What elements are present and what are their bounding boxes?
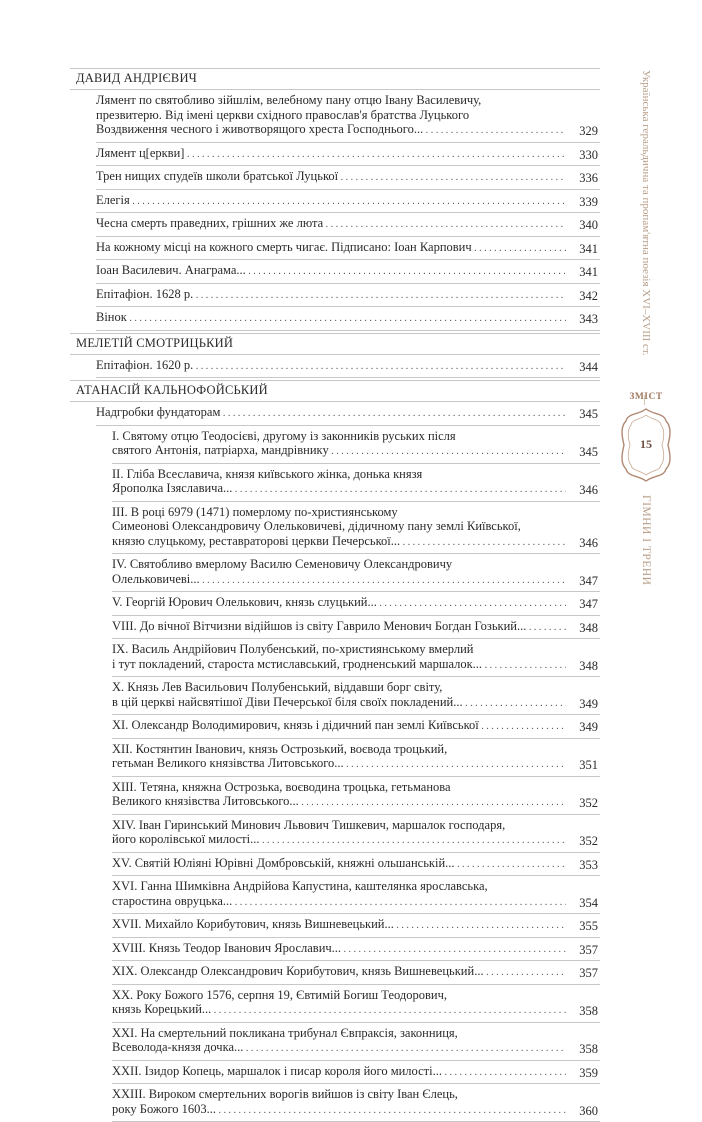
entry-page-number: 352 [579, 796, 598, 810]
toc-entry[interactable] [112, 777, 600, 815]
entry-page-number: 349 [579, 696, 598, 711]
entry-title-last-line [96, 287, 566, 304]
entry-title-last-line [96, 169, 566, 186]
entry-page-number: 345 [579, 407, 598, 421]
entry-title-text: Іоан Василевич. Анаграма... [96, 263, 246, 277]
running-title [630, 70, 660, 390]
author-heading: ДАВИД АНДРІЄВИЧ [70, 68, 600, 90]
section-running-title [630, 495, 660, 695]
entry-title-text: року Божого 1603... [112, 1101, 217, 1116]
entry-title-text: Надгробки фундаторам [96, 405, 221, 419]
entry-title-line: III. В році 6979 (1471) померлому по-християнському [112, 504, 398, 519]
entry-page-number: 342 [579, 288, 598, 303]
entry-title-line: Лямент по святобливо зійшлім, велебному пану отцю Івану Василевичу, [96, 93, 482, 107]
toc-entry[interactable] [96, 166, 600, 190]
entry-page-number: 348 [579, 620, 598, 635]
toc-entry[interactable] [96, 190, 600, 214]
toc-entry[interactable] [96, 284, 600, 308]
toc-entry[interactable] [96, 355, 600, 379]
entry-page-number: 345 [579, 445, 598, 459]
entry-title-text: Воздвиження чесного і животворящого хреста Господнього... [96, 122, 424, 136]
entry-title-line: I. Святому отцю Теодосієві, другому із законників руських після [112, 428, 456, 443]
entry-page-number: 346 [579, 535, 598, 550]
entry-title-text: XXII. Ізидор Копець, маршалок і писар короля його милості... [112, 1063, 442, 1078]
entry-title-last-line [96, 310, 566, 327]
entry-page-number: 341 [579, 265, 598, 279]
entry-title-text: Великого князівства Литовського... [112, 794, 299, 808]
entry-title-last-line [112, 1040, 566, 1057]
entry-title-text: Олельковичеві... [112, 571, 200, 586]
entry-title-line: XIV. Іван Гиринський Минович Львович Тишкевич, маршалок господаря, [112, 817, 506, 832]
entry-title-text: його королівської милості... [112, 832, 260, 846]
entry-title-last-line [112, 443, 566, 460]
entry-title-last-line [112, 964, 566, 981]
entry-title-text: в цій церкві найсвятішої Діви Печерської біля своїх покладений... [112, 694, 463, 709]
toc-entry[interactable] [112, 592, 600, 616]
entry-title-text: XV. Святій Юліяні Юрівні Домбровській, княжні ольшанській... [112, 855, 455, 870]
entry-page-number: 347 [579, 597, 598, 611]
entry-page-number: 336 [579, 171, 598, 185]
entry-title-last-line [96, 405, 566, 422]
entry-page-number: 343 [579, 312, 598, 326]
entry-title-text: святого Антонія, патріарха, мандрівнику [112, 443, 329, 457]
entry-title-last-line [112, 794, 566, 811]
entry-title-text: гетьман Великого князівства Литовського... [112, 756, 344, 770]
entry-title-line: Симеонові Олександровичу Олельковичеві, дідичному пану землі Київської, [112, 519, 521, 533]
toc-entry[interactable] [112, 985, 600, 1023]
entry-page-number: 339 [579, 194, 598, 209]
running-title-text: Українська геральдична та пропам'ятна поезія XVI–XVIII ст. [640, 70, 652, 356]
entry-title-text: Всеволода-князя дочка... [112, 1040, 244, 1054]
toc-entry[interactable] [96, 90, 600, 143]
toc-entry[interactable] [112, 677, 600, 715]
entry-title-line: IV. Святобливо вмерлому Василю Семеновичу Олександровичу [112, 557, 453, 571]
toc-entry[interactable] [112, 502, 600, 555]
toc-entry[interactable] [96, 307, 600, 331]
entry-page-number: 344 [579, 359, 598, 374]
entry-page-number: 358 [579, 1004, 598, 1018]
toc-entry[interactable] [112, 938, 600, 962]
entry-page-number: 348 [579, 658, 598, 673]
entry-title-last-line [112, 1102, 566, 1119]
entry-title-last-line [96, 240, 566, 257]
entry-title-last-line [112, 917, 566, 934]
toc-entry[interactable] [112, 961, 600, 985]
entry-title-last-line [112, 534, 566, 551]
entry-title-last-line [112, 695, 566, 712]
entry-page-number: 329 [579, 124, 598, 138]
entry-page-number: 360 [579, 1103, 598, 1118]
entry-title-text: VIII. До вічної Вітчизни відійшов із світу Гаврило Менович Богдан Гозький... [112, 618, 527, 633]
entry-title-last-line [112, 941, 566, 958]
entry-page-number: 355 [579, 919, 598, 933]
toc-entry[interactable] [96, 402, 600, 426]
entry-title-text: Чесна смерть праведних, грішних же люта [96, 216, 324, 230]
entry-title-last-line [96, 263, 566, 280]
entry-title-text: Ярополка Ізяславича... [112, 481, 233, 495]
entry-page-number: 354 [579, 895, 598, 910]
entry-page-number: 357 [579, 966, 598, 980]
entry-page-number: 351 [579, 758, 598, 772]
entry-title-line: XVI. Ганна Шимківна Андрійова Капустина, каштелянка ярославська, [112, 879, 488, 893]
toc-entry[interactable] [112, 914, 600, 938]
entry-title-line: XIII. Тетяна, княжна Острозька, воєводина троцька, гетьманова [112, 779, 451, 794]
entry-title-last-line [112, 756, 566, 773]
page-number: 15 [640, 437, 652, 451]
toc-entry[interactable] [112, 554, 600, 592]
toc-entry[interactable] [112, 1061, 600, 1085]
entry-title-line: IX. Василь Андрійович Полубенський, по-християнському вмерлий [112, 642, 474, 656]
toc-entry[interactable] [112, 426, 600, 464]
entry-page-number: 359 [579, 1065, 598, 1080]
entry-title-text: V. Георгій Юрович Олелькович, князь слуцький... [112, 595, 377, 609]
entry-title-line: XII. Костянтин Іванович, князь Острозький, воєвода троцький, [112, 741, 448, 756]
entry-title-line: XXIII. Вироком смертельних ворогів вийшов із світу Іван Єлець, [112, 1087, 458, 1101]
toc-entry[interactable] [96, 213, 600, 237]
toc-entry[interactable] [96, 143, 600, 167]
entry-page-number: 357 [579, 942, 598, 957]
entry-page-number: 341 [579, 241, 598, 256]
entry-title-last-line [96, 358, 566, 375]
entry-page-number: 353 [579, 857, 598, 872]
entry-title-text: XI. Олександр Володимирович, князь і дідичний пан землі Київської [112, 718, 479, 732]
entry-title-text: старостина овруцька... [112, 893, 233, 908]
entry-title-last-line [112, 718, 566, 735]
entry-title-last-line [112, 1002, 566, 1019]
entry-title-text: На кожному місці на кожного смерть чигає. Підписано: Іоан Карпович [96, 239, 472, 254]
entry-page-number: 358 [579, 1042, 598, 1056]
table-of-contents [70, 66, 600, 1122]
toc-entry[interactable] [112, 1023, 600, 1061]
entry-title-last-line [112, 619, 566, 636]
toc-entry[interactable] [112, 739, 600, 777]
entry-title-last-line [96, 193, 566, 210]
entry-title-text: князь Корецький... [112, 1002, 212, 1016]
toc-entry[interactable] [112, 876, 600, 914]
entry-title-text: XVIII. Князь Теодор Іванович Ярославич... [112, 940, 342, 955]
entry-title-last-line [112, 595, 566, 612]
entry-title-line: презвитерю. Від імені церкви східного православ'я братства Луцького [96, 107, 470, 122]
toc-entry[interactable] [112, 815, 600, 853]
entry-title-text: XVII. Михайло Корибутович, князь Вишневецький... [112, 917, 394, 931]
entry-title-last-line [112, 657, 566, 674]
entry-page-number: 346 [579, 483, 598, 497]
toc-entry[interactable] [112, 616, 600, 640]
entry-title-last-line [112, 572, 566, 589]
entry-title-last-line [112, 481, 566, 498]
entry-title-last-line [96, 122, 566, 139]
entry-title-last-line [96, 146, 566, 163]
entry-page-number: 330 [579, 147, 598, 162]
entry-title-text: Епітафіон. 1628 р. [96, 286, 194, 301]
author-heading: АТАНАСІЙ КАЛЬНОФОЙСЬКИЙ [70, 380, 600, 402]
entry-title-text: Трен нищих спудеїв школи братської Луцької [96, 169, 339, 183]
toc-entry[interactable] [112, 715, 600, 739]
entry-title-text: князю слуцькому, реставраторові церкви Печерської... [112, 533, 401, 548]
entry-title-line: II. Гліба Всеславича, князя київського жінка, донька князя [112, 466, 423, 481]
entry-title-text: XIX. Олександр Олександрович Корибутович, князь Вишневецький... [112, 964, 484, 978]
entry-title-text: Епітафіон. 1620 р. [96, 357, 194, 372]
entry-title-last-line [112, 1064, 566, 1081]
entry-title-text: і тут покладений, староста мстиславський, гродненський маршалок... [112, 656, 483, 671]
entry-title-text: Вінок [96, 310, 127, 324]
entry-page-number: 340 [579, 218, 598, 232]
entry-title-line: XXI. На смертельний покликана трибунал Євпраксія, законниця, [112, 1025, 458, 1040]
toc-entry[interactable] [96, 237, 600, 261]
entry-title-text: Лямент ц[еркви] [96, 145, 185, 160]
entry-title-line: X. Князь Лев Васильович Полубенський, віддавши борг світу, [112, 680, 443, 694]
author-heading: МЕЛЕТІЙ СМОТРИЦЬКИЙ [70, 333, 600, 355]
entry-page-number: 347 [579, 573, 598, 588]
entry-title-last-line [112, 856, 566, 873]
entry-title-line: XX. Року Божого 1576, серпня 19, Євтимій Богиш Теодорович, [112, 987, 447, 1002]
entry-page-number: 349 [579, 720, 598, 734]
toc-entry[interactable] [112, 853, 600, 877]
entry-title-last-line [112, 894, 566, 911]
toc-entry[interactable] [112, 464, 600, 502]
section-label: ЗМІСТ [629, 392, 663, 402]
entry-page-number: 352 [579, 834, 598, 848]
toc-entry[interactable] [96, 260, 600, 284]
entry-title-last-line [96, 216, 566, 233]
entry-title-last-line [112, 832, 566, 849]
toc-entry[interactable] [112, 1084, 600, 1122]
toc-entry[interactable] [112, 639, 600, 677]
section-running-title-text: ГІМНИ І ТРЕНИ [640, 495, 652, 586]
entry-title-text: Елегія [96, 192, 130, 207]
